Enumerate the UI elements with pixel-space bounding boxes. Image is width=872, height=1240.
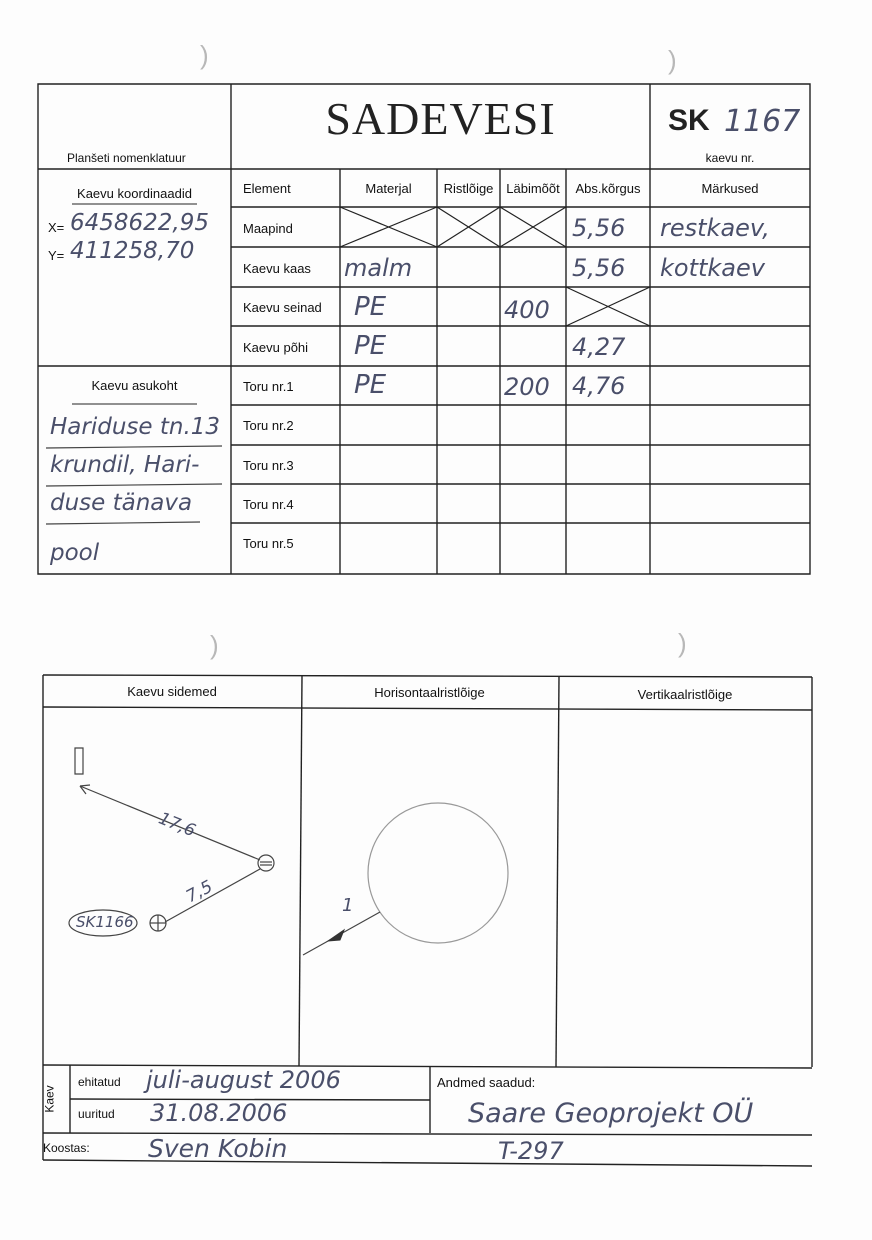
element-label: Kaevu kaas xyxy=(243,261,311,276)
punch-mark: ) xyxy=(210,630,219,660)
author-label: Koostas: xyxy=(43,1141,90,1155)
header-markused: Märkused xyxy=(701,181,759,196)
built-value: juli-august 2006 xyxy=(146,1066,341,1094)
remark: restkaev, xyxy=(660,214,770,242)
abs-value: 4,27 xyxy=(572,333,626,361)
diameter-value: 400 xyxy=(504,296,550,324)
remark: kottkaev xyxy=(660,254,765,282)
diameter-value: 200 xyxy=(504,373,550,401)
surveyed-label: uuritud xyxy=(78,1107,115,1121)
x-prefix: X= xyxy=(48,220,65,235)
punch-mark: ) xyxy=(200,40,209,70)
element-label: Toru nr.5 xyxy=(243,536,294,551)
y-coordinate: 411258,70 xyxy=(70,238,195,264)
material-value: malm xyxy=(344,254,413,282)
abs-value: 5,56 xyxy=(572,254,626,282)
punch-mark: ) xyxy=(668,45,677,75)
coords-label: Kaevu koordinaadid xyxy=(77,186,192,201)
location-line: pool xyxy=(50,540,100,566)
location-line: krundil, Hari- xyxy=(50,452,200,478)
side-label: Kaev xyxy=(42,1085,57,1113)
pipe-label: 1 xyxy=(342,895,354,916)
abs-value: 4,76 xyxy=(572,372,626,400)
page-title: SADEVESI xyxy=(325,93,556,144)
element-label: Maapind xyxy=(243,221,293,236)
header-materjal: Materjal xyxy=(365,181,412,196)
neighbor-well-label: SK1166 xyxy=(76,913,134,931)
distance-label: 17,6 xyxy=(155,808,199,842)
element-label: Kaevu põhi xyxy=(243,340,309,355)
author-value: Sven Kobin xyxy=(148,1134,288,1163)
surveyed-value: 31.08.2006 xyxy=(150,1099,288,1127)
data-source-value: Saare Geoprojekt OÜ xyxy=(468,1098,754,1129)
x-coordinate: 6458622,95 xyxy=(70,210,210,236)
horizontal-section-label: Horisontaalristlõige xyxy=(374,685,485,700)
material-value: PE xyxy=(354,370,387,400)
built-label: ehitatud xyxy=(78,1075,121,1089)
distance-label: 7,5 xyxy=(182,876,217,908)
y-prefix: Y= xyxy=(48,248,65,263)
vertical-section-label: Vertikaalristlõige xyxy=(637,687,733,702)
location-line: Hariduse tn.13 xyxy=(50,414,221,440)
material-value: PE xyxy=(354,331,387,361)
header-element: Element xyxy=(243,181,291,196)
sk-caption: kaevu nr. xyxy=(705,151,755,165)
location-label: Kaevu asukoht xyxy=(91,378,178,393)
material-value: PE xyxy=(354,292,387,322)
element-label: Kaevu seinad xyxy=(243,300,322,315)
header-abs-korgus: Abs.kõrgus xyxy=(575,181,641,196)
header-ristloige: Ristlõige xyxy=(443,181,494,196)
element-label: Toru nr.4 xyxy=(243,497,294,512)
data-source-label: Andmed saadud: xyxy=(437,1075,536,1090)
sk-prefix: SK xyxy=(668,104,710,137)
header-labimoot: Läbimõõt xyxy=(506,181,560,196)
element-label: Toru nr.3 xyxy=(243,458,294,473)
element-label: Toru nr.1 xyxy=(243,379,294,394)
connections-label: Kaevu sidemed xyxy=(127,684,217,699)
punch-mark: ) xyxy=(678,628,687,658)
nomenclature-label: Planšeti nomenklatuur xyxy=(67,151,186,165)
element-label: Toru nr.2 xyxy=(243,418,294,433)
sk-number: 1167 xyxy=(724,104,801,139)
abs-value: 5,56 xyxy=(572,214,626,242)
location-line: duse tänava xyxy=(50,490,193,516)
project-code: T-297 xyxy=(498,1137,564,1165)
